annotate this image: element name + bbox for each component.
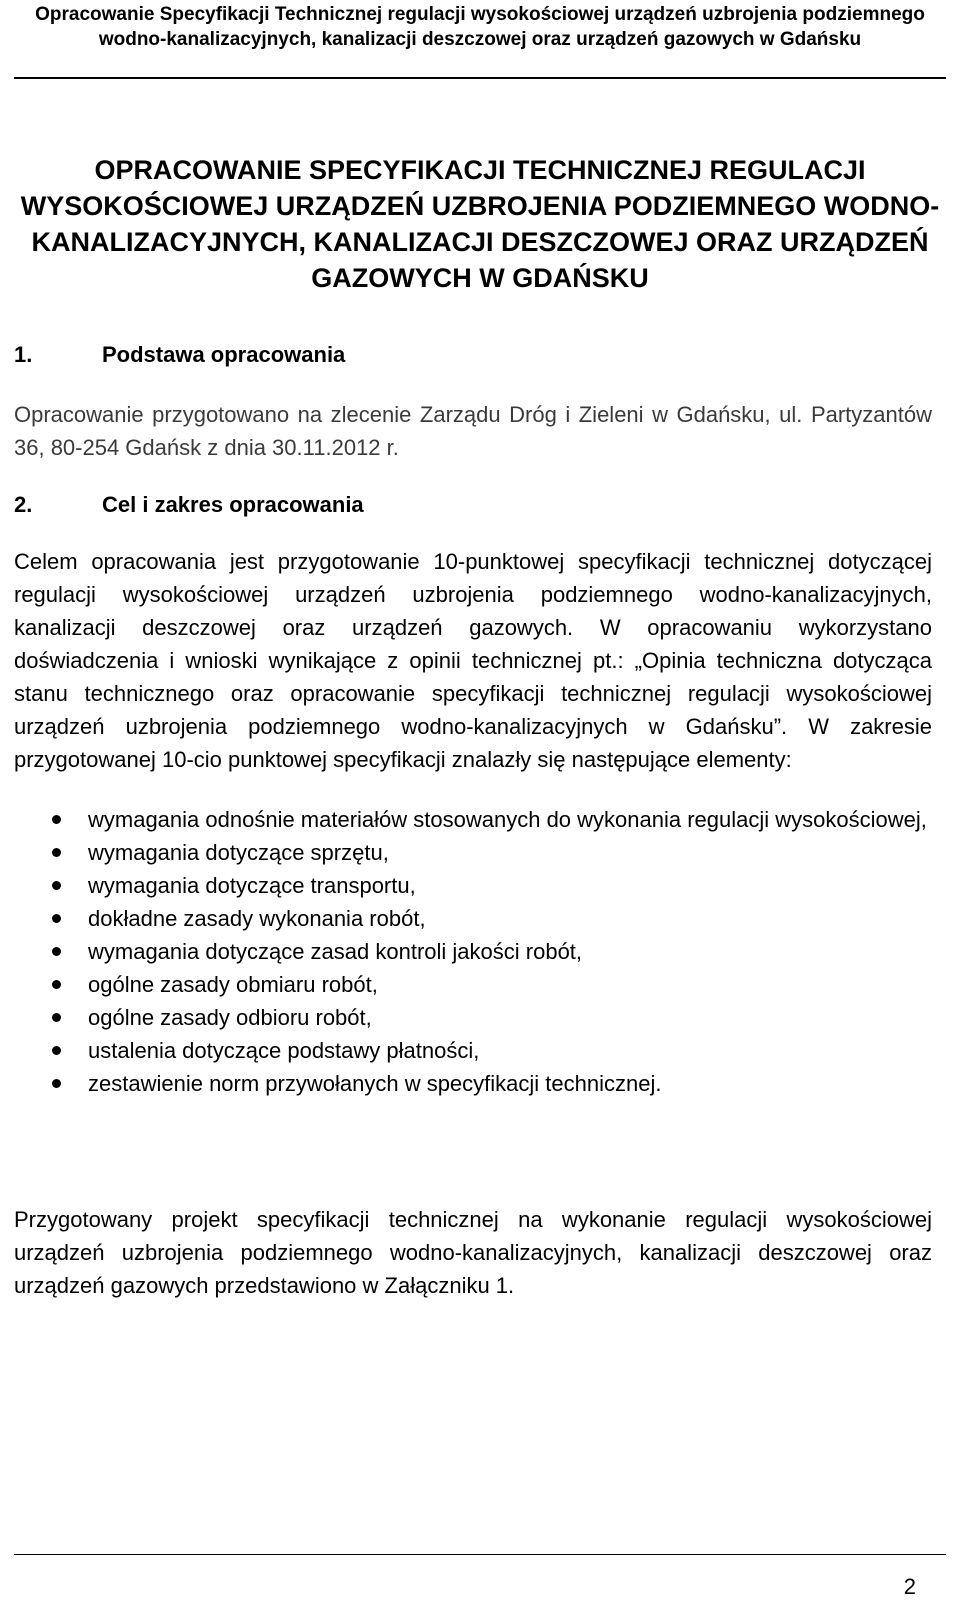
list-item: wymagania dotyczące sprzętu, [14,836,932,869]
list-item: ustalenia dotyczące podstawy płatności, [14,1034,932,1067]
scope-list [14,803,932,1100]
running-header: Opracowanie Specyfikacji Technicznej regulacji wysokościowej urządzeń uzbrojenia podziemnego wodno-kanalizacyjnych, kanalizacji deszczowej oraz urządzeń gazowych w Gdańsku [35,4,925,50]
list-item: ogólne zasady odbioru robót, [14,1001,932,1034]
list-item: wymagania odnośnie materiałów stosowanych do wykonania regulacji wysokościowej, [14,803,932,836]
section-2-heading [14,490,364,520]
closing-paragraph: Przygotowany projekt specyfikacji technicznej na wykonanie regulacji wysokościowej urządzeń uzbrojenia podziemnego wodno-kanalizacyjnych, kanalizacji deszczowej oraz urządzeń gazowych przedstawiono w Załączniku 1. [14,1207,932,1298]
section-2-title: Cel i zakres opracowania [102,492,364,517]
list-item: wymagania dotyczące transportu, [14,869,932,902]
list-item: zestawienie norm przywołanych w specyfikacji technicznej. [14,1067,932,1100]
list-item: dokładne zasady wykonania robót, [14,902,932,935]
section-2-body: Celem opracowania jest przygotowanie 10-punktowej specyfikacji technicznej dotyczącej regulacji wysokościowej urządzeń uzbrojenia podziemnego wodno-kanalizacyjnych, kanalizacji deszczowej oraz urządzeń gazowych. W opracowaniu wykorzystano doświadczenia i wnioski wynikające z opinii technicznej pt.: „Opinia techniczna dotycząca stanu technicznego oraz opracowanie specyfikacji technicznej regulacji wysokościowej urządzeń uzbrojenia podziemnego wodno-kanalizacyjnych w Gdańsku”. W zakresie przygotowanej 10-cio punktowej specyfikacji znalazły się następujące elementy: [14,549,932,772]
section-1-heading [14,340,345,370]
section-1-number: 1. [14,342,33,367]
section-1-body: Opracowanie przygotowano na zlecenie Zarządu Dróg i Zieleni w Gdańsku, ul. Partyzantów 36, 80-254 Gdańsk z dnia 30.11.2012 r. [14,402,932,460]
section-1-title: Podstawa opracowania [102,342,346,367]
footer-divider [14,1554,946,1555]
section-2-number: 2. [14,492,33,517]
list-item: wymagania dotyczące zasad kontroli jakości robót, [14,935,932,968]
header-divider [14,77,946,79]
document-title: OPRACOWANIE SPECYFIKACJI TECHNICZNEJ REGULACJI WYSOKOŚCIOWEJ URZĄDZEŃ UZBROJENIA PODZIEMNEGO WODNO-KANALIZACYJNYCH, KANALIZACJI DESZCZOWEJ ORAZ URZĄDZEŃ GAZOWYCH W GDAŃSKU [20,155,940,293]
page-number: 2 [903,1574,916,1599]
list-item: ogólne zasady obmiaru robót, [14,968,932,1001]
